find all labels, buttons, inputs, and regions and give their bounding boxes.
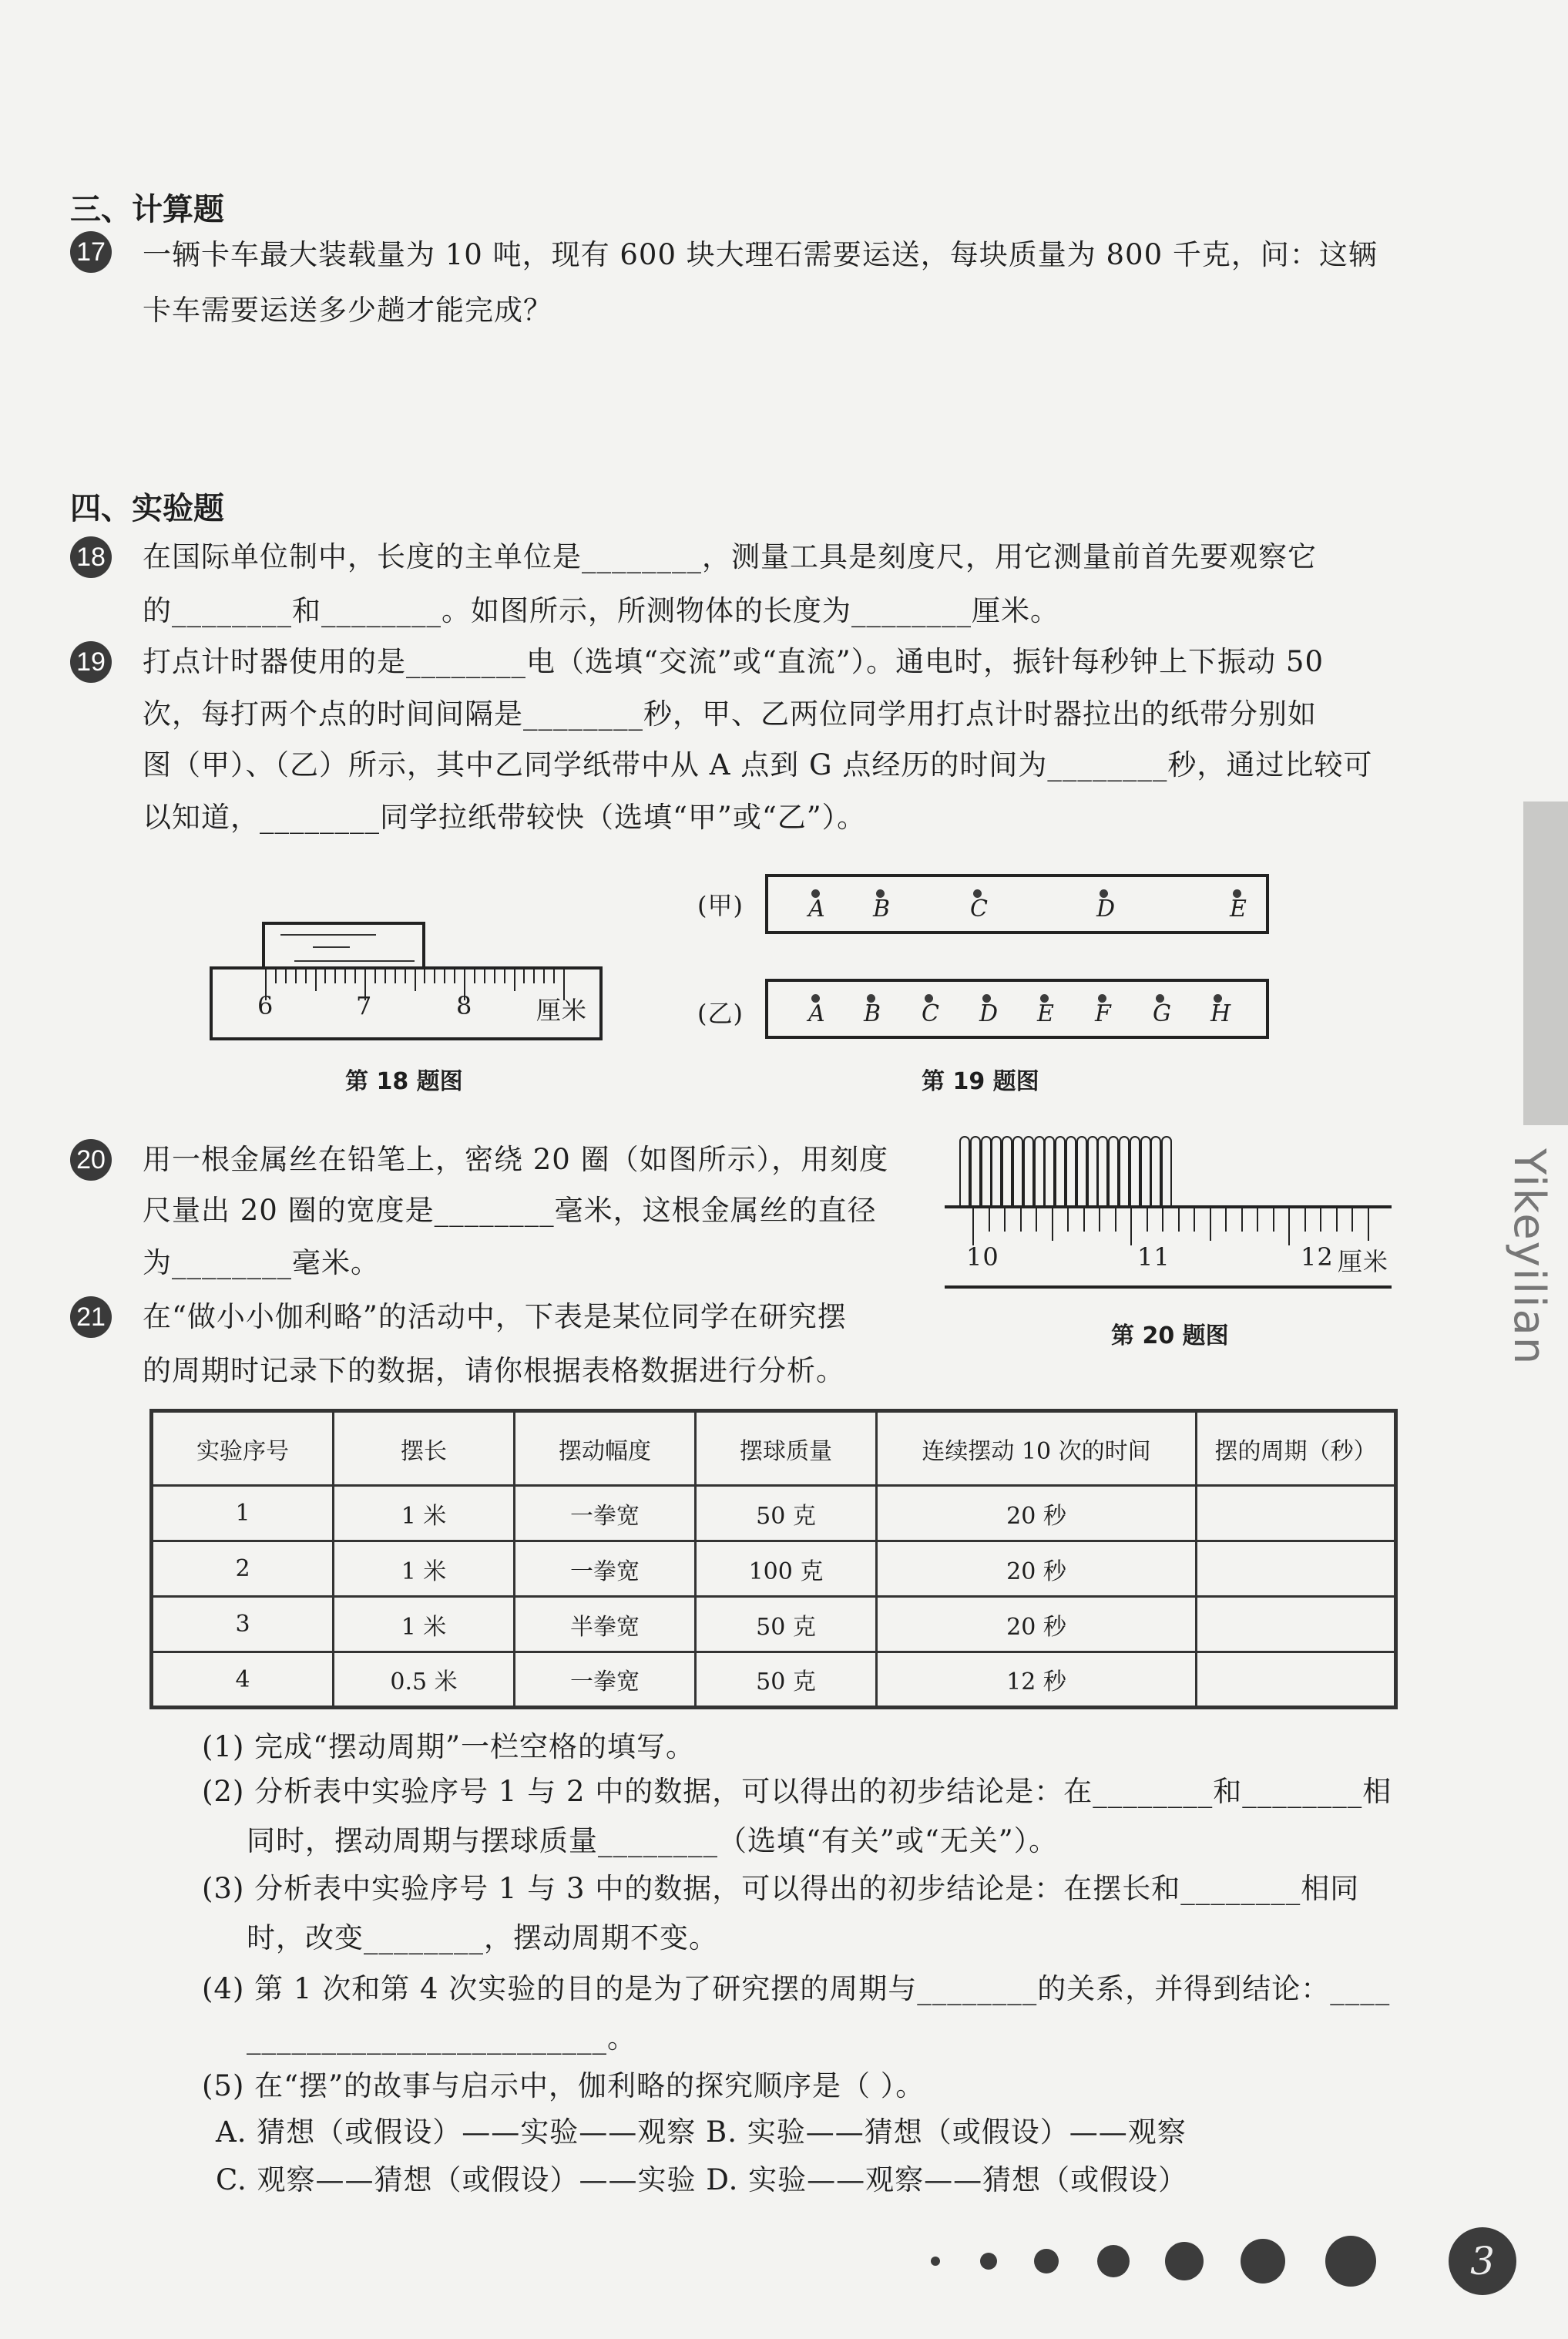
paper-tape-b xyxy=(765,979,1269,1039)
table-cell: 1 xyxy=(152,1486,334,1541)
pendulum-data-table xyxy=(149,1409,1398,1709)
ruler-tick xyxy=(1067,1208,1069,1232)
ruler-tick xyxy=(1210,1208,1211,1241)
ruler-tick xyxy=(1368,1208,1369,1241)
ruler-tick xyxy=(533,970,535,983)
ruler-tick xyxy=(1178,1208,1180,1232)
ruler-tick xyxy=(275,970,277,983)
section-title-calculation: 三、计算题 xyxy=(70,192,224,227)
footer-dot xyxy=(1097,2245,1130,2277)
question-number-21: 21 xyxy=(70,1296,112,1338)
q17-line-1: 一辆卡车最大装载量为 10 吨，现有 600 块大理石需要运送，每块质量为 800 千克，问：这辆 xyxy=(143,238,1378,271)
footer-dot xyxy=(1034,2249,1059,2273)
table-header: 摆长 xyxy=(334,1411,515,1486)
ruler-tick xyxy=(354,970,356,983)
ruler-tick xyxy=(395,970,396,983)
ruler-tick xyxy=(494,970,495,983)
ruler-tick xyxy=(1162,1208,1163,1232)
table-cell: 0.5 米 xyxy=(334,1652,515,1708)
tape-point-label: A xyxy=(808,896,826,922)
ruler-tick xyxy=(405,970,406,983)
ruler-tick xyxy=(543,970,545,983)
q19-line-1: 打点计时器使用的是________电（选填“交流”或“直流”）。通电时，振针每秒钟上下振动 50 xyxy=(143,645,1325,678)
table-cell: 50 克 xyxy=(696,1652,877,1708)
ruler-tick xyxy=(434,970,435,983)
q17-line-2: 卡车需要运送多少趟才能完成？ xyxy=(143,294,552,327)
q21-line-1: 在“做小小伽利略”的活动中，下表是某位同学在研究摆 xyxy=(143,1300,847,1333)
q21-subquestion-line: (4) 第 1 次和第 4 次实验的目的是为了研究摆的周期与________的关系，并得到结论：____ xyxy=(202,1972,1391,2005)
ruler-tick xyxy=(514,970,515,991)
table-cell: 3 xyxy=(152,1597,334,1652)
question-number-19: 19 xyxy=(70,641,112,683)
ruler xyxy=(945,1205,1392,1289)
ruler-tick xyxy=(989,1208,990,1232)
ruler-unit: 厘米 xyxy=(536,996,588,1025)
ruler-tick xyxy=(1099,1208,1100,1232)
ruler-tick xyxy=(315,970,317,991)
ruler-tick xyxy=(1147,1208,1148,1232)
ruler-tick xyxy=(563,970,565,1000)
side-tab xyxy=(1523,802,1568,1125)
table-cell: 50 克 xyxy=(696,1486,877,1541)
ruler-tick-label: 12 xyxy=(1301,1242,1334,1272)
table-cell: 一拳宽 xyxy=(515,1486,696,1541)
table-header: 连续摆动 10 次的时间 xyxy=(877,1411,1197,1486)
footer-dot xyxy=(1241,2239,1285,2284)
tape-point-label: C xyxy=(970,896,989,922)
ruler-tick xyxy=(1304,1208,1306,1232)
ruler-tick xyxy=(334,970,336,983)
section-title-experiment: 四、实验题 xyxy=(70,491,224,526)
ruler-tick xyxy=(523,970,525,983)
ruler-tick xyxy=(1351,1208,1353,1232)
table-header: 摆球质量 xyxy=(696,1411,877,1486)
footer-dot xyxy=(931,2257,940,2266)
table-cell xyxy=(1197,1597,1396,1652)
q21-subquestion-line: (2) 分析表中实验序号 1 与 2 中的数据，可以得出的初步结论是：在________和________相 xyxy=(202,1775,1392,1808)
table-cell: 1 米 xyxy=(334,1541,515,1597)
ruler-tick xyxy=(344,970,346,983)
table-cell: 100 克 xyxy=(696,1541,877,1597)
q21-subquestion-line: C. 观察——猜想（或假设）——实验 D. 实验——观察——猜想（或假设） xyxy=(216,2163,1188,2196)
footer-dot xyxy=(1165,2242,1204,2280)
table-cell: 2 xyxy=(152,1541,334,1597)
tape-point-label: G xyxy=(1153,1000,1172,1027)
table-cell: 一拳宽 xyxy=(515,1541,696,1597)
ruler-tick xyxy=(504,970,505,983)
table-header: 摆的周期（秒） xyxy=(1197,1411,1396,1486)
tape-point-label: B xyxy=(873,896,891,922)
ruler-tick xyxy=(295,970,297,983)
table-cell: 1 米 xyxy=(334,1486,515,1541)
ruler xyxy=(210,966,603,1040)
ruler-tick xyxy=(444,970,445,983)
ruler-tick xyxy=(1336,1208,1338,1232)
q19-line-2: 次，每打两个点的时间间隔是________秒，甲、乙两位同学用打点计时器拉出的纸带分别如 xyxy=(143,697,1317,731)
table-header-row xyxy=(152,1411,1396,1486)
ruler-tick-label: 8 xyxy=(456,991,473,1020)
table-header: 实验序号 xyxy=(152,1411,334,1486)
ruler-tick-label: 10 xyxy=(966,1242,999,1272)
ruler-tick xyxy=(474,970,475,983)
table-cell: 1 米 xyxy=(334,1597,515,1652)
ruler-tick xyxy=(305,970,307,983)
table-cell: 半拳宽 xyxy=(515,1597,696,1652)
question-number-20: 20 xyxy=(70,1139,112,1181)
q20-line-2: 尺量出 20 圈的宽度是________毫米，这根金属丝的直径 xyxy=(143,1194,877,1227)
q21-subquestion-line: 时，改变________，摆动周期不变。 xyxy=(247,1921,718,1954)
ruler-tick xyxy=(1225,1208,1227,1232)
ruler-unit: 厘米 xyxy=(1338,1247,1389,1276)
q21-subquestion-line: (1) 完成“摆动周期”一栏空格的填写。 xyxy=(202,1730,696,1763)
q21-subquestion-line: (5) 在“摆”的故事与启示中，伽利略的探究顺序是（ ）。 xyxy=(202,2069,925,2102)
ruler-tick xyxy=(415,970,416,991)
figure-18-caption: 第 18 题图 xyxy=(345,1068,463,1095)
footer-dot xyxy=(980,2253,997,2270)
q19-line-4: 以知道，________同学拉纸带较快（选填“甲”或“乙”）。 xyxy=(143,801,867,834)
table-row xyxy=(152,1597,1396,1652)
ruler-tick xyxy=(1241,1208,1243,1232)
ruler-tick-label: 11 xyxy=(1137,1242,1170,1272)
tape-point-label: A xyxy=(808,1000,826,1027)
ruler-tick xyxy=(484,970,485,983)
ruler-tick xyxy=(1320,1208,1321,1232)
ruler-tick xyxy=(972,1208,974,1245)
q20-line-3: 为________毫米。 xyxy=(143,1246,380,1279)
table-row xyxy=(152,1652,1396,1708)
page-number: 3 xyxy=(1449,2227,1516,2295)
figure-20-caption: 第 20 题图 xyxy=(1111,1322,1229,1349)
table-cell: 20 秒 xyxy=(877,1486,1197,1541)
table-row xyxy=(152,1486,1396,1541)
ruler-tick xyxy=(1083,1208,1085,1232)
tape-a-label: (甲) xyxy=(697,891,744,920)
question-number-18: 18 xyxy=(70,536,112,578)
footer-dot xyxy=(1325,2236,1376,2287)
ruler-tick-label: 7 xyxy=(356,991,373,1020)
table-cell: 50 克 xyxy=(696,1597,877,1652)
ruler-tick xyxy=(374,970,376,983)
ruler-tick xyxy=(1115,1208,1116,1232)
tape-point-label: E xyxy=(1037,1000,1055,1027)
tape-point-label: H xyxy=(1210,1000,1232,1027)
wire-coil xyxy=(959,1136,1172,1207)
q19-line-3: 图（甲）、（乙）所示，其中乙同学纸带中从 A 点到 G 点经历的时间为________秒，通过比较可 xyxy=(143,748,1373,781)
q21-subquestion-line: (3) 分析表中实验序号 1 与 3 中的数据，可以得出的初步结论是：在摆长和________相同 xyxy=(202,1872,1360,1905)
table-cell: 20 秒 xyxy=(877,1597,1197,1652)
ruler-tick xyxy=(1288,1208,1290,1245)
ruler-tick xyxy=(454,970,455,983)
table-cell xyxy=(1197,1652,1396,1708)
tape-point-label: D xyxy=(979,1000,999,1027)
ruler-tick xyxy=(1130,1208,1132,1245)
ruler-tick-label: 6 xyxy=(257,991,274,1020)
ruler-tick xyxy=(1020,1208,1022,1232)
ruler-tick xyxy=(1052,1208,1053,1241)
q21-subquestion-line: A. 猜想（或假设）——实验——观察 B. 实验——猜想（或假设）——观察 xyxy=(216,2116,1187,2149)
ruler-tick xyxy=(1273,1208,1274,1232)
table-cell: 20 秒 xyxy=(877,1541,1197,1597)
measured-object xyxy=(262,922,425,973)
ruler-tick xyxy=(265,970,267,1000)
table-cell: 一拳宽 xyxy=(515,1652,696,1708)
q18-line-2: 的________和________。如图所示，所测物体的长度为________厘米。 xyxy=(143,594,1059,627)
ruler-tick xyxy=(553,970,555,983)
table-cell: 4 xyxy=(152,1652,334,1708)
ruler-tick xyxy=(1036,1208,1037,1232)
ruler-tick xyxy=(324,970,326,983)
tape-b-label: (乙) xyxy=(697,999,744,1028)
ruler-tick xyxy=(1004,1208,1006,1232)
ruler-tick xyxy=(285,970,287,983)
table-header: 摆动幅度 xyxy=(515,1411,696,1486)
ruler-tick xyxy=(464,970,465,1000)
ruler-tick xyxy=(364,970,366,1000)
tape-point-label: C xyxy=(922,1000,940,1027)
side-brand: Yikeyilian xyxy=(1504,1148,1554,1366)
table-cell xyxy=(1197,1541,1396,1597)
ruler-tick xyxy=(1194,1208,1195,1232)
q21-subquestion-line: ________________________。 xyxy=(247,2021,636,2055)
ruler-tick xyxy=(1257,1208,1258,1232)
question-number-17: 17 xyxy=(70,231,112,273)
tape-point-label: E xyxy=(1230,896,1247,922)
tape-point-label: D xyxy=(1096,896,1116,922)
q21-line-2: 的周期时记录下的数据，请你根据表格数据进行分析。 xyxy=(143,1354,845,1387)
q18-line-1: 在国际单位制中，长度的主单位是________，测量工具是刻度尺，用它测量前首先要观察它 xyxy=(143,540,1317,573)
tape-point-label: F xyxy=(1095,1000,1112,1027)
figure-19-caption: 第 19 题图 xyxy=(922,1068,1039,1095)
ruler-tick xyxy=(424,970,425,983)
table-cell xyxy=(1197,1486,1396,1541)
q20-line-1: 用一根金属丝在铅笔上，密绕 20 圈（如图所示），用刻度 xyxy=(143,1143,889,1176)
ruler-tick xyxy=(384,970,386,983)
table-row xyxy=(152,1541,1396,1597)
table-cell: 12 秒 xyxy=(877,1652,1197,1708)
q21-subquestion-line: 同时，摆动周期与摆球质量________（选填“有关”或“无关”）。 xyxy=(247,1824,1059,1857)
paper-tape-a xyxy=(765,874,1269,934)
tape-point-label: B xyxy=(864,1000,882,1027)
